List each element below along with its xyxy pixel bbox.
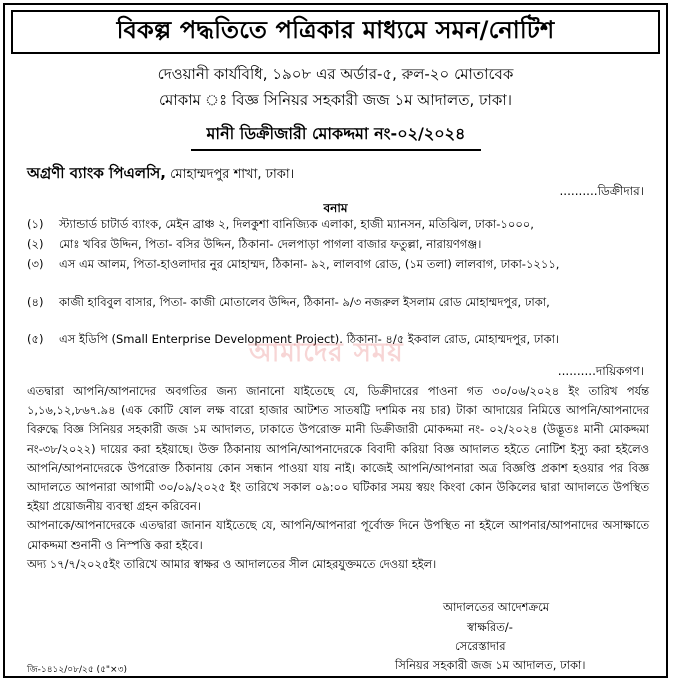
signature-signed-line: স্বাক্ষরিত/- — [467, 620, 513, 634]
case-title: মানী ডিক্রীজারী মোকদ্দমা নং-০২/২০২৪ — [191, 121, 481, 151]
law-reference-line: দেওয়ানী কার্যবিধি, ১৯০৮ এর অর্ডার-৫, রুল-২০ মোতাবেক — [157, 65, 514, 83]
defendant-number: (১) — [27, 217, 44, 231]
defendant-text: মোঃ খবির উদ্দিন, পিতা- বসির উদ্দিন, ঠিকানা- দেলপাড়া পাগলা বাজার ফতুল্লা, নারায়ণগঞ্জ। — [59, 237, 482, 251]
body-paragraph: আপনাকে/আপনাদেরকে এতদ্বারা জানান যাইতেছে যে, আপনি/আপনারা পূর্বোক্ত দিনে উপস্থিত না হইলে আপনার/আপনাদের অসাক্ষাতে মোকদ্দমা শুনানী ও নিস্পত্তি করা হইবে। — [27, 518, 649, 552]
defendant-item — [27, 293, 647, 312]
body-paragraph: অদ্য ১৭/৭/২০২৫ইং তারিখে আমার স্বাক্ষর ও আদালতের সীল মোহরযুক্তমতে দেওয়া হইল। — [27, 556, 437, 571]
defendant-item — [27, 215, 647, 234]
newspaper-watermark: আমাদের সময় — [249, 338, 404, 368]
defendant-number: (৪) — [27, 295, 44, 309]
plaintiff-name: অগ্রণী ব্যাংক পিএলসি, — [27, 164, 166, 182]
defendant-text: কাজী হাবিবুল বাসার, পিতা- কাজী মোতালেব উদ্দিন, ঠিকানা- ৯/৩ নজরুল ইসলাম রোড মোহাম্মদপুর, ঢাকা, — [59, 295, 550, 309]
signature-order-line: আদালতের আদেশক্রমে — [443, 600, 550, 614]
ad-code: জি-১৪১২/০৮/২৫ (৫"×৩) — [27, 665, 127, 675]
decree-holder-label: ..........ডিক্রীদার। — [559, 184, 644, 198]
plaintiff-branch: মোহাম্মদপুর শাখা, ঢাকা। — [166, 167, 295, 182]
defendant-text: স্ট্যান্ডার্ড চাটার্ড ব্যাংক, মেইন ব্রাঞ্চ ২, দিলকুশা বানিজ্যিক এলাকা, হাজী ম্যানসন, মতিঝিল, ঢাকা-১০০০, — [59, 217, 534, 231]
respondent-label: ..........দায়িকগণ। — [557, 364, 644, 378]
defendant-text: এস ইডিপি (Small Enterprise Development Project). ঠিকানা- ৪/৫ ইকবাল রোড, মোহাম্মদপুর, ঢাকা। — [59, 332, 560, 346]
defendant-number: (৩) — [27, 257, 44, 271]
defendant-text: এস এম আলম, পিতা-হাওলাদার নুর মোহাম্মদ, ঠিকানা- ৯২, লালবাগ রোড, (১ম তলা) লালবাগ, ঢাকা-১২১১, — [59, 257, 560, 271]
notice-page — [3, 3, 668, 678]
defendant-item — [27, 235, 647, 254]
notice-headline: বিকল্প পদ্ধতিতে পত্রিকার মাধ্যমে সমন/নোটিশ — [11, 10, 660, 54]
court-line: মোকাম ঃ বিজ্ঞ সিনিয়র সহকারী জজ ১ম আদালত, ঢাকা। — [158, 91, 513, 109]
defendant-item — [27, 330, 647, 349]
body-paragraph: এতদ্বারা আপনি/আপনাদের অবগতির জন্য জানানো যাইতেছে যে, ডিক্রীদারের পাওনা গত ৩০/০৬/২০২৪ ইং তারিখ পর্যন্ত ১,১৬,১২,৮৬৭.৯৪ (এক কোটি ষোল লক্ষ বারো হাজার আটশত সাতষট্টি দশমিক নয় চার) টাকা আদায়ের নিমিত্তে আপনি/আপনাদের বিরুদ্ধে বিজ্ঞ সিনিয়র সহকারী জজ ১ম আদালত, ঢাকাতে উপরোক্ত মানী ডিক্রীজারী মোকদ্দমা নং- ০২/২০২৪ (উদ্ভূতঃ মানী মোকদ্দমা নং-৩৮/২০২২) দায়ের করা হইয়াছে। উক্ত ঠিকানায় আপনি/আপনাদেরকে বিবাদী করিয়া বিজ্ঞ আদালত হইতে নোটিশ ইস্যু করা হইলেও আপনি/আপনাদেরকে উপরোক্ত ঠিকানায় কোন সন্ধান পাওয়া যায় নাই। কাজেই আপনি/আপনারা অত্র বিজ্ঞপ্তি প্রকাশ হওয়ার পর বিজ্ঞ আদালতে আপনারা আগামী ৩০/০৯/২০২৫ ইং তারিখে সকাল ০৯:০০ ঘটিকার সময় স্বয়ং কিংবা কোন উকিলের দ্বারা আদালতে উপস্থিত হইয়া প্রয়োজনীয় ব্যবস্থা গ্রহন করিবেন। — [27, 384, 649, 514]
defendant-item — [27, 255, 647, 274]
versus-label: বনাম — [323, 201, 348, 215]
defendant-number: (২) — [27, 237, 44, 251]
defendant-number: (৫) — [27, 332, 44, 346]
notice-body — [27, 382, 649, 574]
signature-title: সেরেস্তাদার — [455, 639, 506, 653]
signature-court: সিনিয়র সহকারী জজ ১ম আদালত, ঢাকা। — [395, 658, 586, 672]
plaintiff-line — [27, 162, 294, 187]
